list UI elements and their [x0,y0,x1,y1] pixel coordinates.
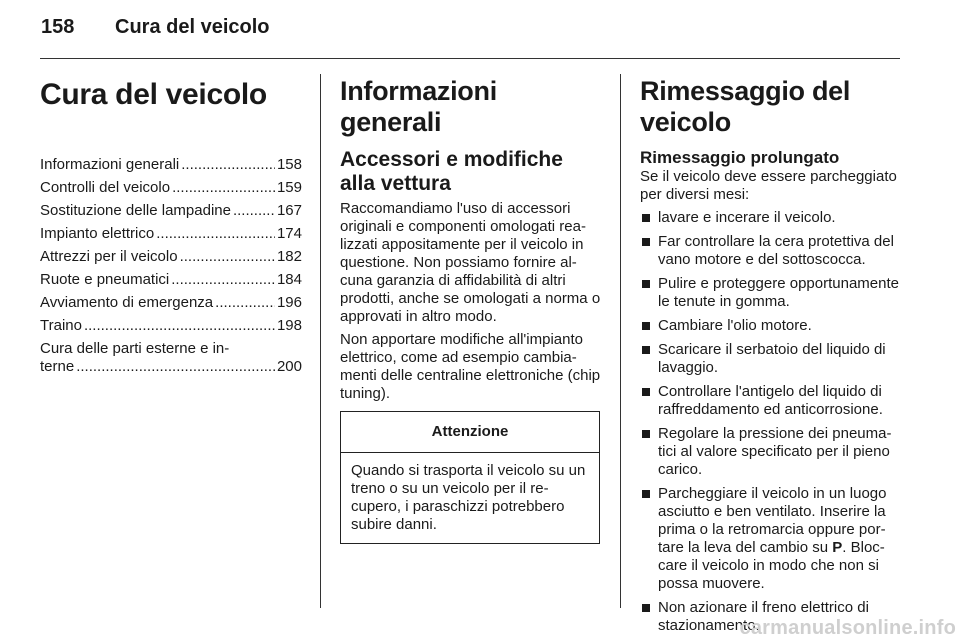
warning-title: Attenzione [341,412,599,453]
watermark: carmanualsonline.info [739,617,956,639]
paragraph: Non apportare modifiche all'impianto elettrico, come ad esempio cambiamenti delle centraline elettroniche (chip tuning). [340,331,601,402]
bullet-square-icon [642,604,650,612]
toc-item[interactable]: Controlli del veicolo ..... 159 [40,179,302,197]
column-divider-2 [620,74,621,608]
list-item: Parcheggiare il veicolo in un luogo asciutto e ben ventilato. Inserire la prima o la retromarcia oppure portare la leva del cambio su P. Bloccare il veicolo in modo che non si possa muovere. [640,485,902,593]
toc-item[interactable]: Informazioni generali ..... 158 [40,156,302,174]
page-number: 158 [41,16,75,38]
chapter-title: Cura del veicolo [40,78,267,111]
toc-item[interactable]: Sostituzione delle lampadine ..... 167 [40,202,302,220]
section-heading: Informazioni generali [340,76,497,137]
bullet-square-icon [642,388,650,396]
bullet-square-icon [642,346,650,354]
bullet-square-icon [642,490,650,498]
page-header [41,16,270,39]
list-item: Pulire e proteggere opportunamente le tenute in gomma. [640,275,902,311]
toc-item[interactable]: Impianto elettrico ..... 174 [40,225,302,243]
toc-item[interactable]: Ruote e pneumatici ..... 184 [40,271,302,289]
list-item: Regolare la pressione dei pneumatici al valore specificato per il pieno carico. [640,425,902,479]
intro-paragraph: Se il veicolo deve essere parcheggiato per diversi mesi: [640,168,897,203]
list-item: Controllare l'antigelo del liquido di raffreddamento ed anticorrosione. [640,383,902,419]
toc-item[interactable]: Attrezzi per il veicolo ..... 182 [40,248,302,266]
toc-item[interactable]: Traino ..... 198 [40,317,302,335]
general-info-column [340,72,602,544]
toc-item[interactable]: Avviamento di emergenza ..... 196 [40,294,302,312]
gear-position-p: P [832,539,843,556]
warning-text: Quando si trasporta il veicolo su un treno o su un veicolo per il recupero, i paraschizzi potrebbero subire danni. [351,462,586,533]
bullet-square-icon [642,430,650,438]
warning-box [340,411,600,544]
bullet-square-icon [642,322,650,330]
bullet-square-icon [642,280,650,288]
paragraph: Raccomandiamo l'uso di accessori originali e componenti omologati realizzati appositamente per il veicolo in questione. Non possiamo fornire alcuna garanzia di affidabilità di altri prodotti, anche se omologati a norma o approvati in altro modo. [340,200,601,325]
table-of-contents [40,156,302,376]
toc-column [40,72,302,381]
list-item: Far controllare la cera protettiva del vano motore e del sottoscocca. [640,233,902,269]
list-item: Scaricare il serbatoio del liquido di lavaggio. [640,341,902,377]
storage-column [640,72,902,641]
header-title: Cura del veicolo [115,16,270,38]
subsection-heading: Accessori e modifiche alla vettura [340,148,563,195]
toc-item[interactable]: Cura delle parti esterne e in- terne ..... 200 [40,340,302,376]
list-item: lavare e incerare il veicolo. [640,209,902,227]
list-item: Non azionare il freno elettrico di stazionamento. [640,599,902,635]
bullet-square-icon [642,214,650,222]
list-item: Cambiare l'olio motore. [640,317,902,335]
section-heading: Rimessaggio del veicolo [640,76,851,137]
column-divider-1 [320,74,321,608]
bullet-square-icon [642,238,650,246]
bullet-list [640,209,902,635]
subsection-heading: Rimessaggio prolungato [640,148,840,167]
header-divider [40,58,900,59]
